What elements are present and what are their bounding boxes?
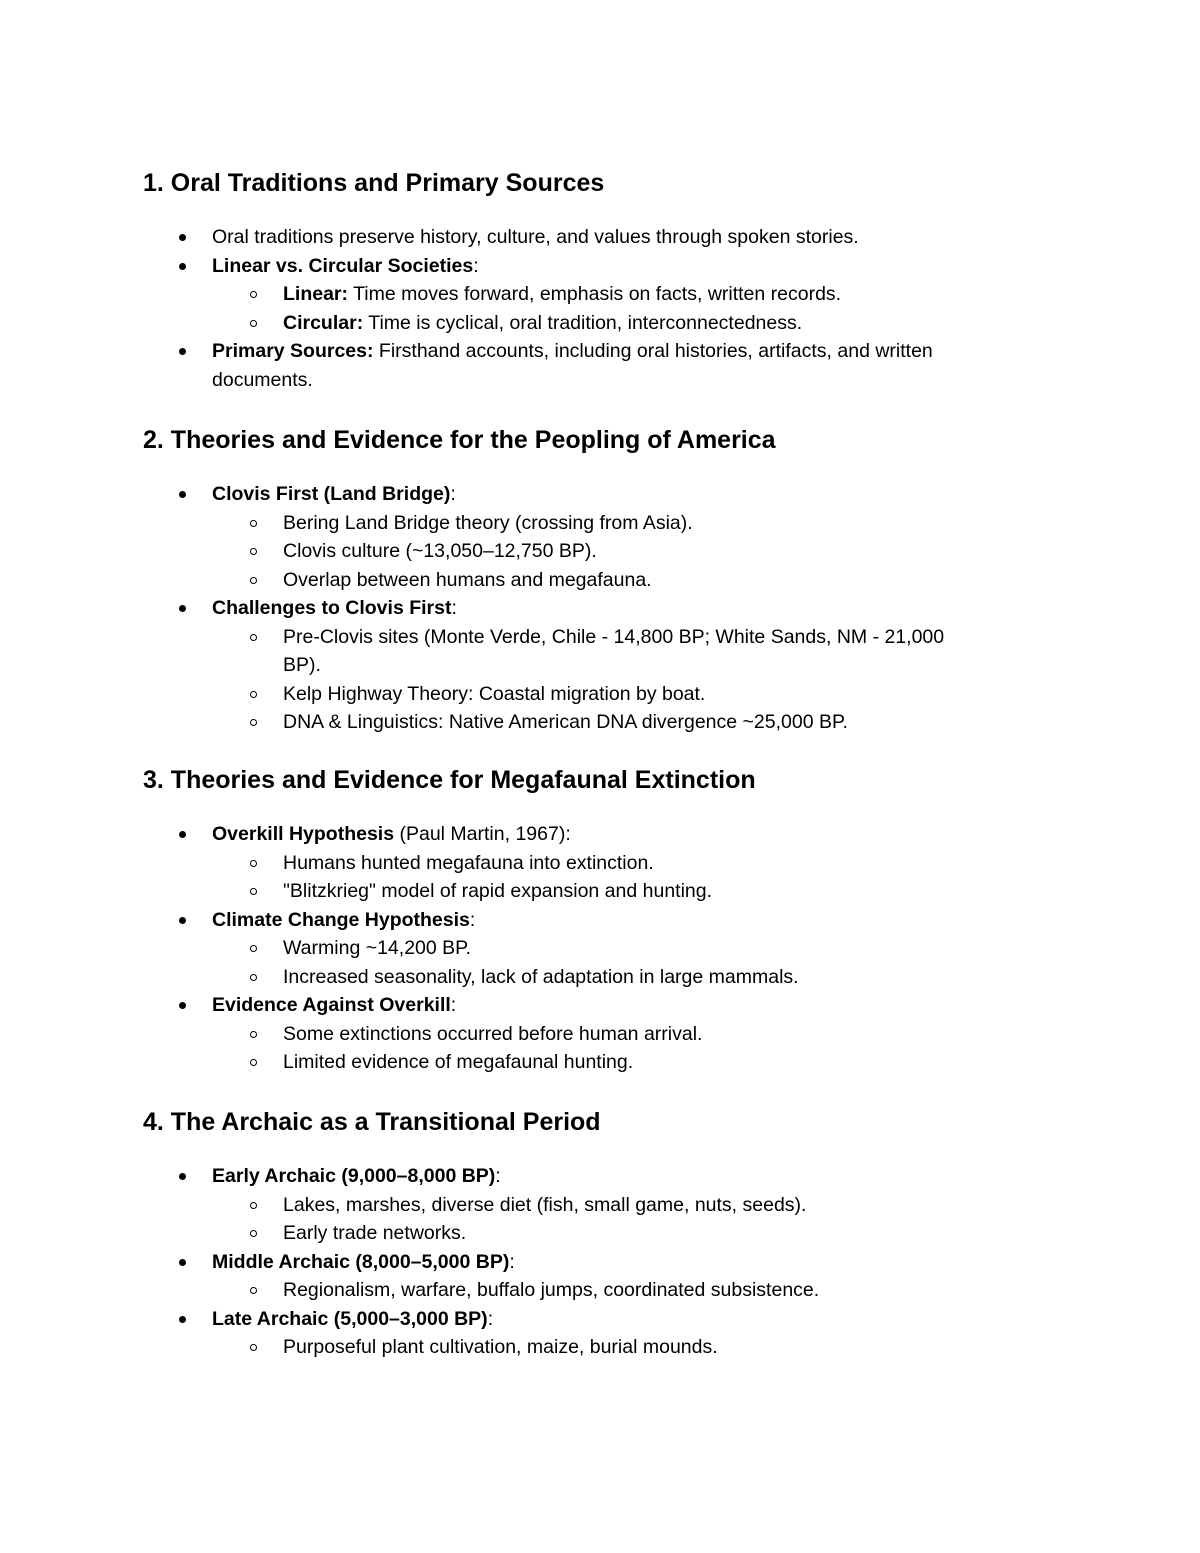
bullet-disc-icon	[179, 917, 186, 924]
item-text: documents.	[212, 368, 313, 391]
item-term: Late Archaic (5,000–3,000 BP)	[212, 1307, 488, 1330]
item-text: :	[469, 908, 476, 931]
sub-list-item	[283, 934, 471, 963]
item-text: Time is cyclical, oral tradition, interconnectedness.	[363, 311, 803, 334]
sub-list-item	[283, 280, 841, 309]
bullet-disc-icon	[179, 1316, 186, 1323]
bullet-circle-icon	[250, 1230, 257, 1237]
sub-list-item	[283, 680, 705, 709]
item-text: :	[495, 1165, 501, 1187]
item-text: Kelp Highway Theory: Coastal migration by boat.	[283, 682, 706, 705]
bullet-circle-icon	[250, 320, 257, 327]
sub-list-item	[283, 509, 693, 538]
bullet-disc-icon	[179, 234, 186, 241]
sub-list-item	[283, 309, 802, 338]
item-text: :	[473, 254, 479, 277]
bullet-circle-icon	[250, 719, 257, 726]
bullet-disc-icon	[179, 348, 186, 355]
list-item	[212, 1248, 515, 1277]
item-term: Evidence Against Overkill	[212, 994, 451, 1016]
item-term: Clovis First (Land Bridge)	[212, 483, 451, 505]
item-text: :	[450, 483, 456, 505]
item-term: Linear:	[283, 283, 349, 305]
bullet-circle-icon	[250, 520, 257, 527]
item-text: BP).	[283, 654, 321, 676]
list-item	[212, 820, 571, 849]
section-heading: 3. Theories and Evidence for Megafaunal Extinction	[143, 766, 756, 794]
bullet-disc-icon	[179, 1002, 186, 1009]
item-term: Linear vs. Circular Societies	[212, 254, 474, 277]
bullet-circle-icon	[250, 860, 257, 867]
item-term: Challenges to Clovis First	[212, 597, 452, 619]
item-text: Overlap between humans and megafauna.	[283, 568, 652, 591]
bullet-circle-icon	[250, 691, 257, 698]
bullet-circle-icon	[250, 974, 257, 981]
bullet-circle-icon	[250, 1344, 257, 1351]
sub-list-item	[283, 708, 848, 737]
bullet-disc-icon	[179, 1173, 186, 1180]
list-item	[212, 991, 456, 1020]
sub-list-item	[283, 1020, 702, 1049]
item-text: Bering Land Bridge theory (crossing from Asia).	[283, 511, 693, 534]
item-term: Overkill Hypothesis	[212, 823, 395, 845]
item-text: Pre-Clovis sites (Monte Verde, Chile - 14,800 BP; White Sands, NM - 21,000	[283, 625, 945, 648]
sub-list-item	[283, 849, 654, 878]
list-item	[212, 1305, 493, 1334]
bullet-circle-icon	[250, 1287, 257, 1294]
item-text: Lakes, marshes, diverse diet (fish, small game, nuts, seeds).	[283, 1193, 807, 1216]
item-term: Climate Change Hypothesis	[212, 908, 470, 931]
list-item	[212, 1162, 501, 1191]
section-heading: 2. Theories and Evidence for the Peopling of America	[143, 426, 776, 454]
item-text: :	[509, 1250, 515, 1273]
item-text: Humans hunted megafauna into extinction.	[283, 851, 654, 874]
item-term: Early Archaic (9,000–8,000 BP)	[212, 1165, 496, 1187]
bullet-circle-icon	[250, 1031, 257, 1038]
item-text: Purposeful plant cultivation, maize, burial mounds.	[283, 1336, 718, 1358]
sub-list-item	[283, 1276, 819, 1305]
item-text: "Blitzkrieg" model of rapid expansion and hunting.	[283, 880, 713, 902]
bullet-disc-icon	[179, 831, 186, 838]
item-text: DNA & Linguistics: Native American DNA divergence ~25,000 BP.	[283, 711, 848, 733]
sub-list-item	[283, 537, 597, 566]
item-text: Clovis culture (~13,050–12,750 BP).	[283, 540, 597, 562]
sub-list-item	[283, 651, 321, 680]
section-heading: 1. Oral Traditions and Primary Sources	[143, 169, 605, 197]
list-item	[212, 223, 859, 252]
item-term: Primary Sources:	[212, 340, 374, 362]
item-text: :	[451, 597, 457, 619]
item-text: Some extinctions occurred before human arrival.	[283, 1022, 703, 1045]
bullet-circle-icon	[250, 888, 257, 895]
item-text: Warming ~14,200 BP.	[283, 937, 472, 959]
sub-list-item	[283, 1219, 466, 1248]
item-text: Regionalism, warfare, buffalo jumps, coordinated subsistence.	[283, 1279, 820, 1301]
section-heading: 4. The Archaic as a Transitional Period	[143, 1108, 601, 1136]
item-text: Increased seasonality, lack of adaptation in large mammals.	[283, 965, 799, 988]
bullet-circle-icon	[250, 577, 257, 584]
bullet-circle-icon	[250, 1202, 257, 1209]
bullet-disc-icon	[179, 491, 186, 498]
sub-list-item	[283, 1048, 633, 1077]
item-term: Circular:	[283, 311, 364, 334]
item-text: (Paul Martin, 1967):	[394, 823, 571, 845]
list-item	[212, 366, 313, 395]
bullet-circle-icon	[250, 548, 257, 555]
bullet-disc-icon	[179, 263, 186, 270]
sub-list-item	[283, 566, 652, 595]
item-term: Middle Archaic (8,000–5,000 BP)	[212, 1250, 510, 1273]
bullet-circle-icon	[250, 634, 257, 641]
list-item	[212, 337, 933, 366]
bullet-disc-icon	[179, 1259, 186, 1266]
item-text: :	[487, 1307, 494, 1330]
sub-list-item	[283, 1191, 806, 1220]
list-item	[212, 594, 457, 623]
list-item	[212, 906, 475, 935]
sub-list-item	[283, 963, 799, 992]
item-text: Time moves forward, emphasis on facts, written records.	[348, 283, 842, 305]
item-text: Firsthand accounts, including oral histories, artifacts, and written	[373, 340, 933, 362]
bullet-disc-icon	[179, 605, 186, 612]
item-text: Limited evidence of megafaunal hunting.	[283, 1051, 634, 1073]
sub-list-item	[283, 623, 944, 652]
list-item	[212, 480, 456, 509]
sub-list-item	[283, 877, 712, 906]
sub-list-item	[283, 1333, 718, 1362]
list-item	[212, 252, 479, 281]
item-text: Oral traditions preserve history, culture, and values through spoken stories.	[212, 226, 859, 248]
bullet-circle-icon	[250, 1059, 257, 1066]
item-text: Early trade networks.	[283, 1222, 467, 1244]
bullet-circle-icon	[250, 945, 257, 952]
item-text: :	[450, 994, 457, 1016]
bullet-circle-icon	[250, 291, 257, 298]
